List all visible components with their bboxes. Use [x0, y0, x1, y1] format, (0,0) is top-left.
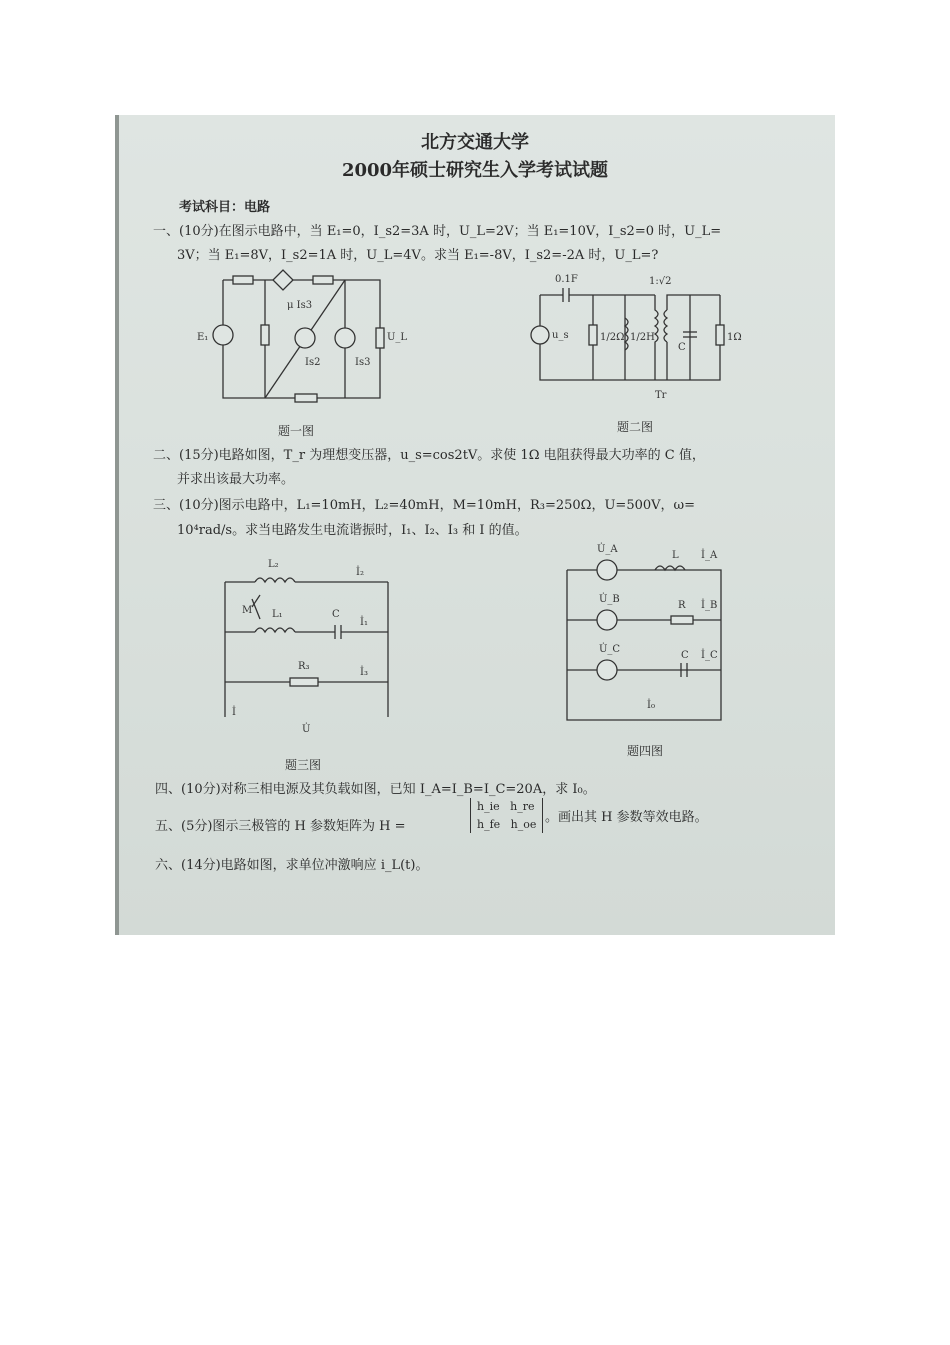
figure-2-circuit	[525, 270, 755, 405]
fig2-label-cap: 0.1F	[555, 274, 578, 285]
figure-3-caption: 题三图	[285, 758, 322, 772]
question-1-line-2: 3V；当 E₁=8V，I_s2=1A 时，U_L=4V。求当 E₁=-8V，I_s2=-2A 时，U_L=?	[177, 248, 659, 263]
fig3-label-i2: İ₂	[356, 567, 364, 578]
matrix-h-ie: h_ie	[477, 800, 500, 813]
fig2-label-ratio: 1:√2	[649, 276, 672, 287]
fig4-label-ub: U̇_B	[599, 594, 620, 605]
h-parameter-matrix	[470, 798, 543, 833]
fig4-label-uc: U̇_C	[599, 644, 621, 655]
question-2-line-1: 二、(15分)电路如图，T_r 为理想变压器，u_s=cos2tV。求使 1Ω 电阻获得最大功率的 C 值，	[153, 448, 705, 463]
fig3-label-l1: L₁	[272, 609, 283, 620]
fig2-label-tr: Tr	[655, 390, 667, 401]
photo-left-edge	[115, 115, 119, 935]
question-5-suffix: 。画出其 H 参数等效电路。	[545, 810, 708, 825]
fig4-label-r: R	[678, 600, 686, 611]
fig3-label-u: U̇	[302, 724, 311, 735]
matrix-h-oe: h_oe	[510, 817, 537, 831]
figure-2-caption: 题二图	[617, 420, 654, 434]
fig3-label-c: C	[332, 609, 340, 620]
figure-1-circuit	[195, 270, 408, 405]
fig3-label-r3: R₃	[298, 661, 310, 672]
fig2-label-load: 1Ω	[727, 332, 742, 343]
figure-4-circuit	[555, 540, 730, 725]
fig2-label-r: 1/2Ω	[600, 332, 625, 343]
question-2-line-2: 并求出该最大功率。	[177, 472, 295, 487]
university-name: 北方交通大学	[421, 132, 529, 153]
fig1-label-ul: U_L	[387, 332, 408, 343]
fig4-label-i0: İ₀	[647, 700, 655, 711]
figure-3-circuit	[210, 547, 410, 737]
fig4-label-ib: İ_B	[701, 600, 718, 611]
fig1-label-e1: E₁	[197, 332, 209, 343]
fig3-label-i1: İ₁	[360, 617, 368, 628]
figure-1-caption: 题一图	[278, 424, 315, 438]
fig2-label-c: C	[678, 342, 686, 353]
fig4-label-c: C	[681, 650, 689, 661]
exam-subject: 考试科目：电路	[179, 200, 271, 215]
question-3-line-1: 三、(10分)图示电路中，L₁=10mH，L₂=40mH，M=10mH，R₃=250Ω，U=500V，ω=	[153, 498, 696, 513]
fig4-label-l: L	[672, 550, 679, 561]
question-3-line-2: 10⁴rad/s。求当电路发生电流谐振时，I₁、I₂、I₃ 和 I 的值。	[177, 523, 528, 538]
fig1-label-is2: Is2	[305, 357, 321, 368]
fig1-label-is3: Is3	[355, 357, 371, 368]
fig2-label-l: 1/2H	[630, 332, 655, 343]
question-6: 六、(14分)电路如图，求单位冲激响应 i_L(t)。	[155, 858, 429, 873]
fig4-label-ua: U̇_A	[597, 544, 618, 555]
question-1-line-1: 一、(10分)在图示电路中，当 E₁=0，I_s2=3A 时，U_L=2V；当 E₁=10V，I_s2=0 时，U_L=	[153, 224, 722, 239]
exam-photo	[115, 115, 835, 935]
fig3-label-i3: İ₃	[360, 667, 368, 678]
figure-4-caption: 题四图	[627, 744, 664, 758]
question-4: 四、(10分)对称三相电源及其负载如图，已知 I_A=I_B=I_C=20A，求 I₀。	[155, 782, 596, 797]
fig3-label-m: M	[242, 605, 253, 616]
exam-title: 2000年硕士研究生入学考试试题	[341, 160, 609, 181]
matrix-h-fe: h_fe	[477, 817, 501, 831]
fig1-label-mu: μ Is3	[287, 300, 313, 311]
fig3-label-i: İ	[232, 707, 236, 718]
matrix-h-re: h_re	[510, 800, 535, 813]
fig2-label-us: u_s	[552, 330, 569, 341]
question-5-prefix: 五、(5分)图示三极管的 H 参数矩阵为 H =	[155, 819, 406, 834]
fig3-label-l2: L₂	[268, 559, 279, 570]
fig4-label-ia: İ_A	[701, 550, 718, 561]
fig4-label-ic: İ_C	[701, 650, 718, 661]
